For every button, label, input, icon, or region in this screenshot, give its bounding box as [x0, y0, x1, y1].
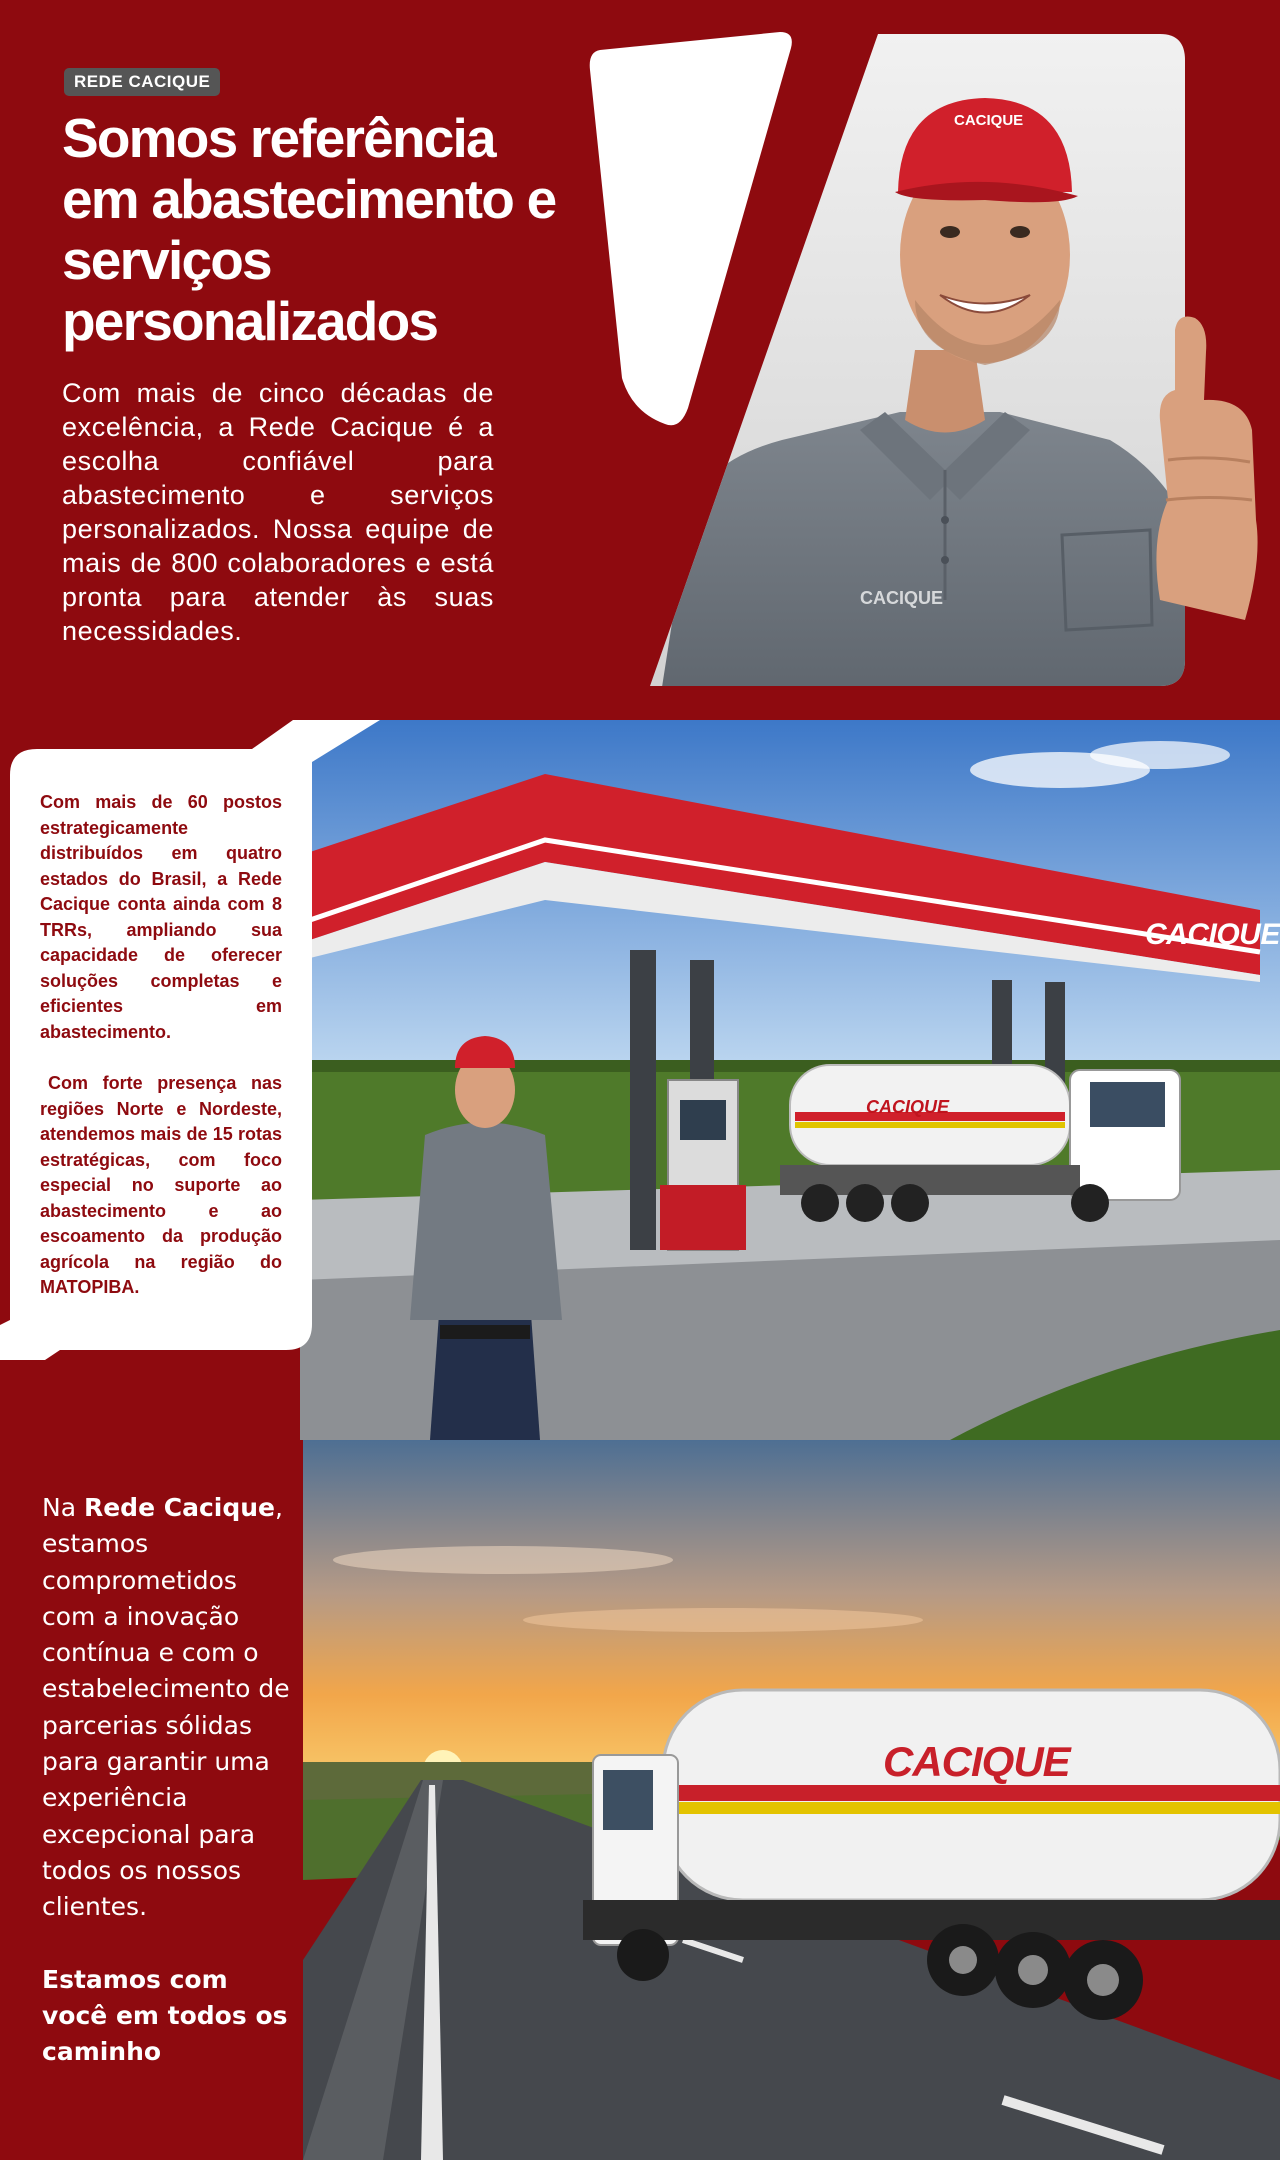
station-text	[40, 790, 282, 1301]
closing-statement: Estamos com você em todos os caminho	[42, 1964, 288, 2067]
road-intro-brand: Rede Cacique	[83, 1493, 275, 1522]
shirt-logo: CACIQUE	[860, 588, 944, 608]
truck-brand: CACIQUE	[866, 1097, 950, 1117]
canopy-brand: CACIQUE	[1145, 918, 1280, 951]
cap-logo: CACIQUE	[954, 112, 1024, 129]
road-text	[42, 1490, 292, 2070]
road-intro-rest: , estamos comprometidos com a inovação contínua e com o estabelecimento de parcerias sólidas para garantir uma experiência excepcional para todos os nossos clientes.	[42, 1493, 290, 1922]
station-paragraph-2: Com forte presença nas regiões Norte e Nordeste, atendemos mais de 15 rotas estratégicas, com foco especial no suporte ao abastecimento e ao escoamento da produção agrícola na região do MATOPIBA.	[40, 1073, 282, 1297]
road-intro-prefix: Na	[42, 1493, 84, 1522]
hero-description: Com mais de cinco décadas de excelência, a Rede Cacique é a escolha confiável para abastecimento e serviços personalizados. Nossa equipe de mais de 800 colaboradores e está pronta para atender às suas necessidades.	[62, 378, 494, 646]
station-paragraph-1: Com mais de 60 postos estrategicamente distribuídos em quatro estados do Brasil, a Rede Cacique conta ainda com 8 TRRs, ampliando sua capacidade de oferecer soluções completas e eficientes em abastecimento.	[40, 792, 282, 1042]
road-intro	[42, 1490, 292, 1926]
tanker-road-photo	[303, 1440, 1280, 2160]
gas-station-photo	[300, 720, 1280, 1440]
tanker-brand: CACIQUE	[883, 1738, 1070, 1785]
brand-badge: REDE CACIQUE	[64, 68, 220, 96]
page-title: Somos referência em abastecimento e serviços personalizados	[62, 107, 556, 352]
